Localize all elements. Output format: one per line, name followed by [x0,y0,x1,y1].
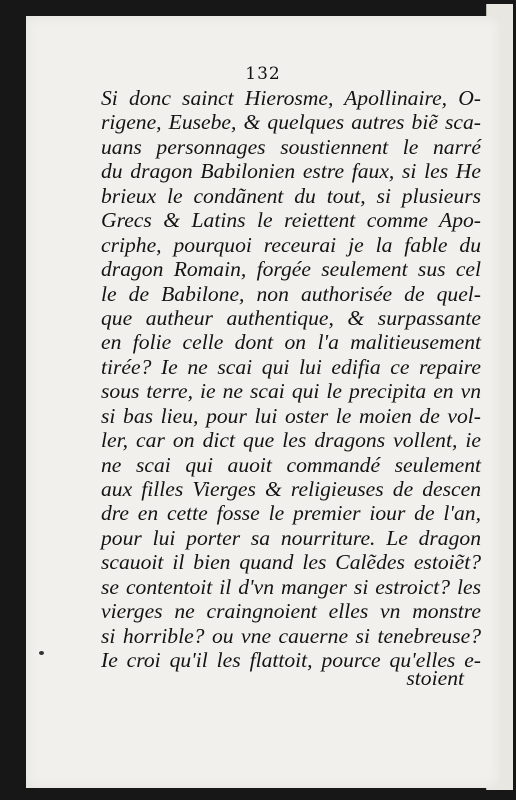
text-line: Ie croi qu'il les flattoit, pource qu'elles e- [101,648,481,673]
text-line: tirée? Ie ne scai qui lui edifia ce repaire [101,354,481,379]
text-line: que autheur authentique, & surpassante [101,305,481,330]
ink-spot [39,651,44,655]
text-line: si bas lieu, pour lui oster le moien de vol- [101,403,481,428]
text-line: aux filles Vierges & religieuses de descen [101,477,481,501]
text-line: dragon Romain, forgée seulement sus cel [101,257,481,282]
text-line: vierges ne craingnoient elles vn monstre [101,599,481,624]
text-line: si horrible? ou vne cauerne si tenebreuse? [101,623,481,648]
text-line: se contentoit il d'vn manger si estroict? les [101,574,481,599]
text-line: pour lui porter sa nourriture. Le dragon [101,525,481,550]
text-line: criphe, pourquoi receurai je la fable du [101,232,481,257]
text-line: le de Babilone, non authorisée de quel- [101,281,481,306]
text-line: uans personnages soustiennent le narré [101,134,481,159]
text-line: Grecs & Latins le reiettent comme Apo- [101,208,481,233]
page-number: 132 [245,64,281,84]
text-line: dre en cette fosse le premier iour de l'an, [101,501,481,526]
text-line: ne scai qui auoit commandé seulement [101,452,481,477]
page-text [101,86,481,673]
text-line: sous terre, ie ne scai qui le precipita en vn [101,379,481,404]
text-line: brieux le condãnent du tout, si plusieurs [101,183,481,208]
text-line: du dragon Babilonien estre faux, si les He [101,159,481,184]
text-line: rigene, Eusebe, & quelques autres biẽ sca- [101,110,481,135]
catchword: stoient [406,666,464,690]
text-line: Si donc sainct Hierosme, Apollinaire, O- [101,86,481,110]
text-line: ler, car on dict que les dragons vollent, ie [101,428,481,453]
text-line: en folie celle dont on l'a malitieusement [101,330,481,355]
page-sheet [26,16,500,788]
text-line: scauoit il bien quand les Calẽdes estoiẽt? [101,550,481,575]
